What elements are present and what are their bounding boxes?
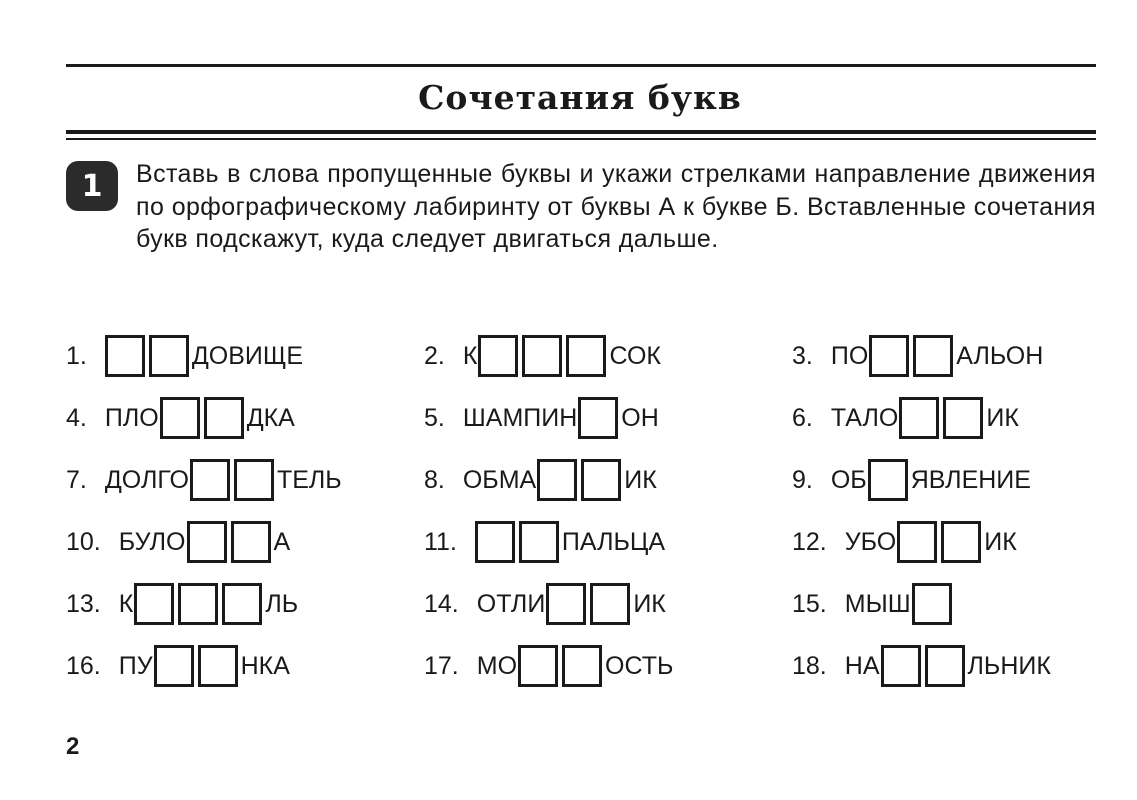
- exercise-item: [66, 635, 424, 697]
- letter-box[interactable]: [897, 521, 937, 563]
- letter-box[interactable]: [154, 645, 194, 687]
- letter-box[interactable]: [546, 583, 586, 625]
- item-number: 11.: [424, 527, 457, 556]
- item-number: 2.: [424, 341, 445, 370]
- item-number: 15.: [792, 589, 827, 618]
- exercise-item: [424, 325, 792, 387]
- letter-box[interactable]: [519, 521, 559, 563]
- letter-box[interactable]: [868, 459, 908, 501]
- letter-box[interactable]: [518, 645, 558, 687]
- word-fragment: ОН: [621, 403, 659, 432]
- word-fragment: ПЛО: [104, 403, 159, 432]
- exercise-item: [66, 325, 424, 387]
- word-fragment: ЛЬ: [265, 589, 299, 618]
- letter-box[interactable]: [478, 335, 518, 377]
- word-fragment: АЛЬОН: [956, 341, 1044, 370]
- exercise-item: [424, 449, 792, 511]
- letter-box[interactable]: [912, 583, 952, 625]
- word-fragment: А: [273, 527, 291, 556]
- letter-box[interactable]: [925, 645, 965, 687]
- item-number: 13.: [66, 589, 101, 618]
- page-number: 2: [66, 733, 80, 760]
- letter-box[interactable]: [537, 459, 577, 501]
- word-fragment: К: [118, 589, 134, 618]
- item-number: 3.: [792, 341, 813, 370]
- item-number: 17.: [424, 651, 459, 680]
- item-number: 8.: [424, 465, 445, 494]
- letter-box[interactable]: [204, 397, 244, 439]
- word-fragment: ИК: [633, 589, 666, 618]
- word-fragment: ДОВИЩЕ: [191, 341, 303, 370]
- letter-box[interactable]: [943, 397, 983, 439]
- word-fragment: ПО: [830, 341, 869, 370]
- word-fragment: ЛЬНИК: [967, 651, 1051, 680]
- item-number: 9.: [792, 465, 813, 494]
- word-fragment: НКА: [240, 651, 290, 680]
- letter-box[interactable]: [178, 583, 218, 625]
- letter-box[interactable]: [222, 583, 262, 625]
- task-instruction: Вставь в слова пропущенные буквы и укажи стрелками направление движения по орфографическому лабиринту от буквы А к букве Б. Вставленные сочетания букв подскажут, куда следует двигаться дальше.: [136, 160, 1096, 253]
- item-number: 10.: [66, 527, 101, 556]
- word-fragment: БУЛО: [118, 527, 186, 556]
- exercise-item: [424, 635, 792, 697]
- exercise-item: [424, 511, 792, 573]
- letter-box[interactable]: [475, 521, 515, 563]
- word-fragment: ИК: [984, 527, 1017, 556]
- item-number: 14.: [424, 589, 459, 618]
- word-fragment: МЫШ: [844, 589, 911, 618]
- letter-box[interactable]: [578, 397, 618, 439]
- word-fragment: ТАЛО: [830, 403, 899, 432]
- exercise-item: [792, 449, 1106, 511]
- word-fragment: ПАЛЬЦА: [561, 527, 666, 556]
- word-fragment: ИК: [986, 403, 1019, 432]
- item-number: 1.: [66, 341, 87, 370]
- letter-box[interactable]: [881, 645, 921, 687]
- word-fragment: МО: [476, 651, 518, 680]
- letter-box[interactable]: [522, 335, 562, 377]
- letter-box[interactable]: [149, 335, 189, 377]
- exercise-item: [792, 325, 1106, 387]
- exercise-item: [66, 387, 424, 449]
- exercise-item: [792, 387, 1106, 449]
- item-number: 16.: [66, 651, 101, 680]
- word-fragment: ОБ: [830, 465, 867, 494]
- exercise-item: [792, 573, 1106, 635]
- exercise-item: [792, 511, 1106, 573]
- exercise-grid: [66, 325, 1106, 697]
- letter-box[interactable]: [134, 583, 174, 625]
- title-rule-thick: [66, 130, 1096, 134]
- letter-box[interactable]: [234, 459, 274, 501]
- top-rule: [66, 64, 1096, 67]
- exercise-item: [424, 387, 792, 449]
- item-number: 12.: [792, 527, 827, 556]
- letter-box[interactable]: [913, 335, 953, 377]
- word-fragment: ОСТЬ: [605, 651, 674, 680]
- item-number: 4.: [66, 403, 87, 432]
- item-number: 18.: [792, 651, 827, 680]
- word-fragment: ИК: [624, 465, 657, 494]
- word-fragment: ОТЛИ: [476, 589, 546, 618]
- letter-box[interactable]: [941, 521, 981, 563]
- title-rule-thin: [66, 138, 1096, 140]
- letter-box[interactable]: [160, 397, 200, 439]
- letter-box[interactable]: [581, 459, 621, 501]
- item-number: 7.: [66, 465, 87, 494]
- letter-box[interactable]: [899, 397, 939, 439]
- word-fragment: СОК: [609, 341, 661, 370]
- exercise-item: [66, 449, 424, 511]
- word-fragment: ТЕЛЬ: [276, 465, 342, 494]
- exercise-item: [66, 573, 424, 635]
- letter-box[interactable]: [566, 335, 606, 377]
- letter-box[interactable]: [869, 335, 909, 377]
- item-number: 5.: [424, 403, 445, 432]
- word-fragment: УБО: [844, 527, 897, 556]
- letter-box[interactable]: [105, 335, 145, 377]
- letter-box[interactable]: [198, 645, 238, 687]
- word-fragment: НА: [844, 651, 880, 680]
- word-fragment: К: [462, 341, 478, 370]
- page-title: Сочетания букв: [418, 78, 742, 117]
- word-fragment: ДОЛГО: [104, 465, 189, 494]
- task-number-badge: 1: [66, 161, 118, 211]
- word-fragment: ПУ: [118, 651, 153, 680]
- letter-box[interactable]: [590, 583, 630, 625]
- letter-box[interactable]: [231, 521, 271, 563]
- word-fragment: ОБМА: [462, 465, 537, 494]
- letter-box[interactable]: [190, 459, 230, 501]
- letter-box[interactable]: [187, 521, 227, 563]
- exercise-item: [66, 511, 424, 573]
- letter-box[interactable]: [562, 645, 602, 687]
- word-fragment: ДКА: [246, 403, 295, 432]
- word-fragment: ШАМПИН: [462, 403, 578, 432]
- exercise-item: [424, 573, 792, 635]
- exercise-item: [792, 635, 1106, 697]
- word-fragment: ЯВЛЕНИЕ: [910, 465, 1031, 494]
- item-number: 6.: [792, 403, 813, 432]
